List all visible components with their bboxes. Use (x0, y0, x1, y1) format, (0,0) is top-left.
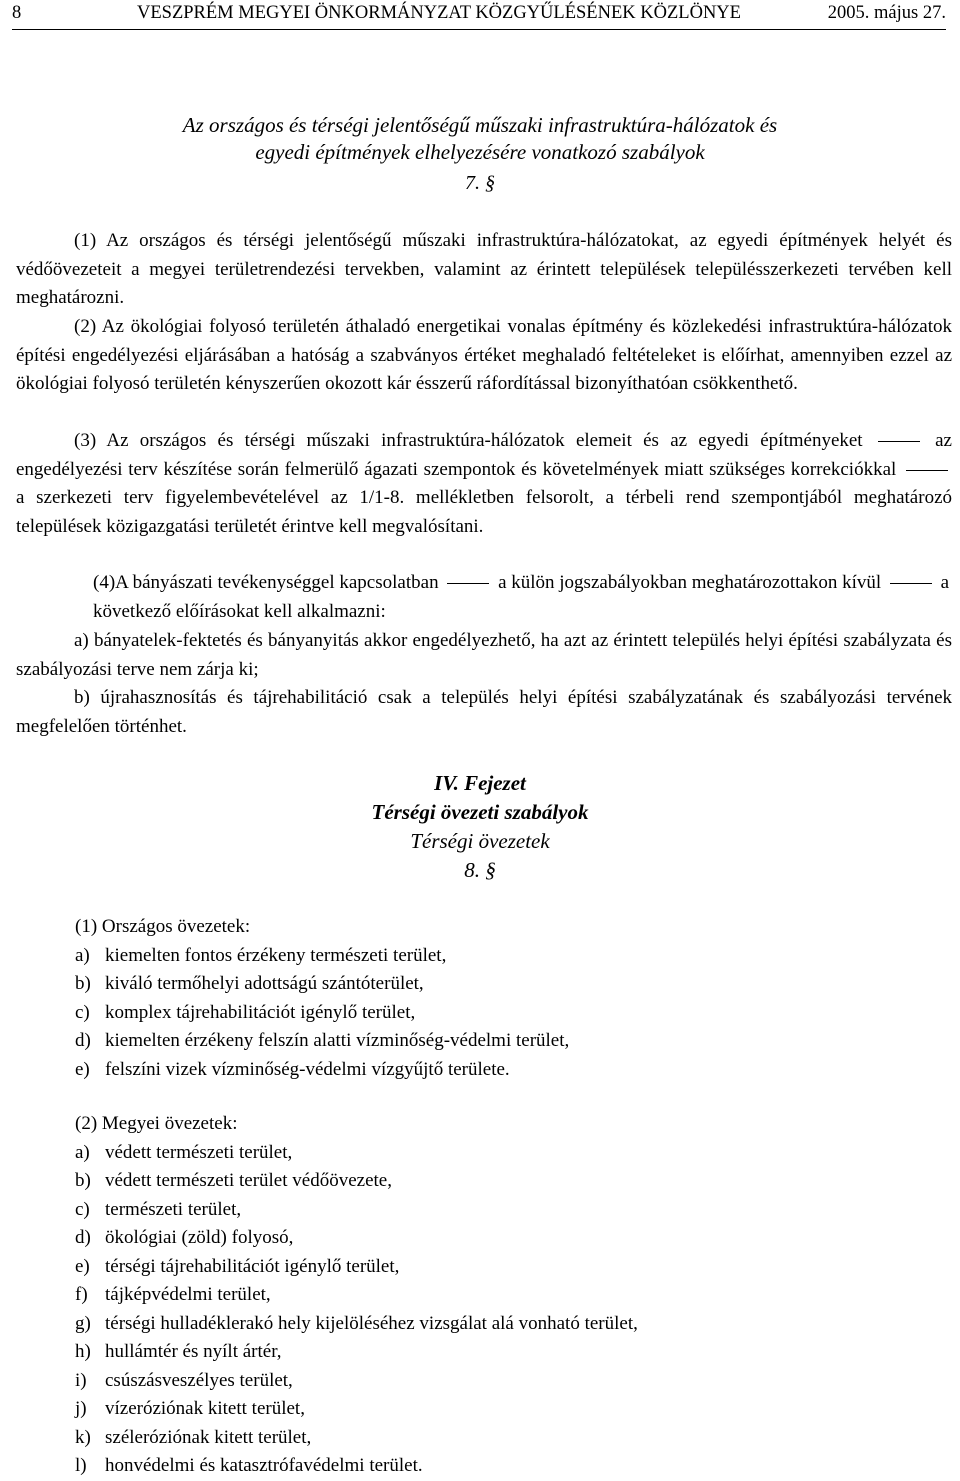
chapter-title: Térségi övezeti szabályok (371, 800, 589, 824)
paragraph-7-4 (93, 569, 953, 626)
list-item: e) felszíni vizek vízminőség-védelmi vízgyűjtő területe. (75, 1058, 510, 1080)
page-number: 8 (12, 3, 22, 23)
list-item: i) csúszásveszélyes terület, (75, 1369, 293, 1391)
paragraph-7-2: (2) Az ökológiai folyosó területén áthaladó energetikai vonalas építmény és közlekedési infrastruktúra-hálózatok építési engedélyezési eljárásában a hatóság a szabványos értéket meghaladó feltételeket is előírhat, amennyiben ezzel az ökológiai folyosó területén kényszerűen okozott kár ésszerű ráfordítással bizonyíthatóan csökkenthető. (16, 316, 952, 394)
list-item: b) védett természeti terület védőövezete, (75, 1170, 392, 1191)
national-zones-heading: (1) Országos övezetek: (75, 916, 251, 937)
publication-date: 2005. május 27. (827, 3, 946, 23)
paragraph-7-4-part-1: (4)A bányászati tevékenységgel kapcsolatban (93, 572, 439, 593)
list-item: d) ökológiai (zöld) folyosó, (75, 1227, 294, 1248)
paragraph-7-3 (16, 427, 952, 541)
list-item: k) széleróziónak kitett terület, (75, 1426, 312, 1448)
paragraph-7-1: (1) Az országos és térségi jelentőségű műszaki infrastruktúra-hálózatokat, az egyedi építmények helyét és védőövezeteit a megyei területrendezési tervekben, valamint az érintett települések településszerkezeti tervében kell meghatározni. (16, 230, 952, 308)
list-item: c) természeti terület, (75, 1198, 242, 1220)
county-zones-heading: (2) Megyei övezetek: (75, 1113, 238, 1134)
paragraph-7-3-part-2: az engedélyezési terv készítése során felmerülő ágazati szempontok és követelmények miatt szükséges korrekciókkal (16, 430, 952, 480)
chapter-number: IV. Fejezet (434, 771, 526, 795)
list-item: c) komplex tájrehabilitációt igénylő terület, (75, 1001, 416, 1023)
list-item: f) tájképvédelmi terület, (75, 1284, 271, 1305)
paragraph-7-4-a: a) bányatelek-fektetés és bányanyitás akkor engedélyezhető, ha azt az érintett település helyi építési szabályzata és szabályozási terve nem zárja ki; (16, 630, 952, 680)
em-dash (447, 583, 489, 584)
list-item: h) hullámtér és nyílt ártér, (75, 1341, 282, 1362)
paragraph-7-4-b: b) újrahasznosítás és tájrehabilitáció csak a település helyi építési szabályzatának és szabályozási tervének megfelelően történhet. (16, 687, 952, 737)
paragraph-7-4-part-2: a külön jogszabályokban meghatározottakon kívül (498, 572, 882, 593)
publication-title: VESZPRÉM MEGYEI ÖNKORMÁNYZAT KÖZGYŰLÉSÉNEK KÖZLÖNYE (137, 3, 741, 23)
list-item: l) honvédelmi és katasztrófavédelmi terület. (75, 1455, 423, 1476)
list-item: g) térségi hulladéklerakó hely kijelöléséhez vizsgálat alá vonható terület, (75, 1312, 638, 1334)
county-zones-list (75, 1110, 638, 1481)
section-title (0, 112, 960, 166)
paragraph-7-4-part-3: a következő előírásokat kell alkalmazni: (93, 572, 950, 622)
paragraph-7-3-part-1: (3) Az országos és térségi műszaki infrastruktúra-hálózatok elemeit és az egyedi építményeket (74, 430, 863, 451)
paragraph-7-3-part-3: a szerkezeti terv figyelembevételével az 1/1-8. mellékletben felsorolt, a térbeli rend szempontjából meghatározó települések közigazgatási területét érintve kell megvalósítani. (16, 487, 952, 537)
section-7-number: 7. § (465, 172, 495, 194)
list-item: d) kiemelten érzékeny felszín alatti vízminőség-védelmi terület, (75, 1030, 570, 1051)
list-item: a) kiemelten fontos érzékeny természeti terület, (75, 944, 447, 966)
section-title-line-1: Az országos és térségi jelentőségű műszaki infrastruktúra-hálózatok és (182, 113, 778, 137)
chapter-heading (0, 769, 960, 885)
section-8-number: 8. § (464, 858, 496, 882)
running-header (12, 3, 946, 30)
em-dash (878, 441, 920, 442)
list-item: b) kiváló termőhelyi adottságú szántóterület, (75, 973, 424, 994)
national-zones-list (75, 913, 569, 1084)
em-dash (890, 583, 932, 584)
list-item: a) védett természeti terület, (75, 1141, 293, 1163)
chapter-subtitle: Térségi övezetek (410, 829, 550, 853)
list-item: e) térségi tájrehabilitációt igénylő terület, (75, 1255, 400, 1277)
section-title-line-2: egyedi építmények elhelyezésére vonatkozó szabályok (255, 140, 705, 164)
list-item: j) vízeróziónak kitett terület, (75, 1398, 305, 1419)
em-dash (906, 470, 948, 471)
